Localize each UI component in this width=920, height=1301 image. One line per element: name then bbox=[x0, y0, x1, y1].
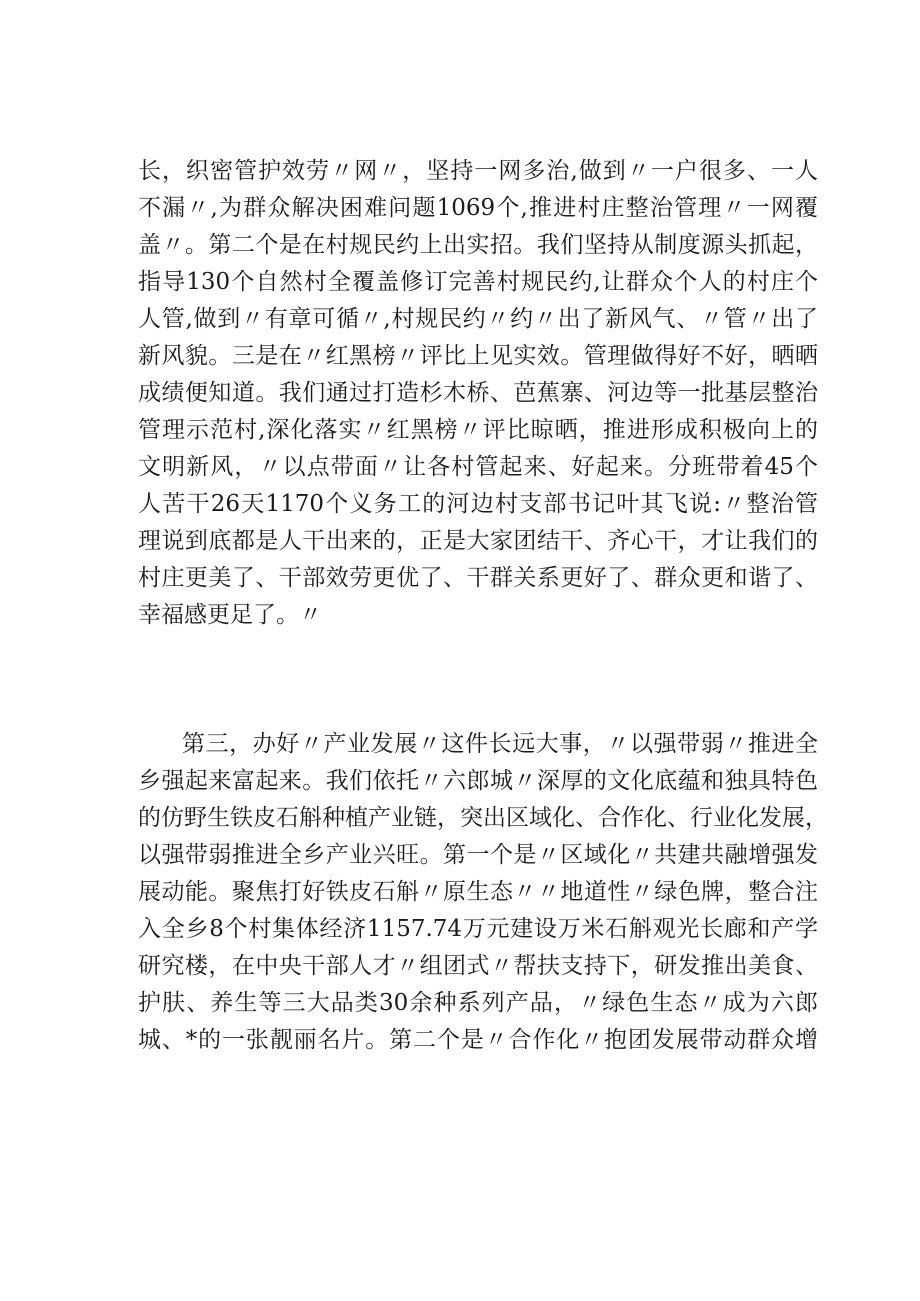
text-line: 理说到底都是人干出来的，正是大家团结干、齐心干，才让我们的 bbox=[138, 528, 818, 554]
text-line: 护肤、养生等三大品类30余种系列产品，〃绿色生态〃成为六郎 bbox=[138, 990, 818, 1016]
text-line: 以强带弱推进全乡产业兴旺。第一个是〃区域化〃共建共融增强发 bbox=[138, 842, 818, 868]
text-line: 人苦干26天1170个义务工的河边村支部书记叶其飞说:〃整治管 bbox=[138, 491, 818, 517]
text-line: 村庄更美了、干部效劳更优了、干群关系更好了、群众更和谐了、 bbox=[138, 565, 818, 591]
text-line: 第三，办好〃产业发展〃这件长远大事，〃以强带弱〃推进全 bbox=[182, 731, 818, 757]
text-line: 幸福感更足了。〃 bbox=[138, 602, 322, 628]
text-line: 成绩便知道。我们通过打造杉木桥、芭蕉寨、河边等一批基层整治 bbox=[138, 380, 818, 406]
text-line: 长，织密管护效劳〃网〃，坚持一网多治,做到〃一户很多、一人 bbox=[138, 158, 818, 184]
paragraph-2 bbox=[138, 726, 828, 1059]
text-line: 指导130个自然村全覆盖修订完善村规民约,让群众个人的村庄个 bbox=[138, 269, 818, 295]
text-line: 盖〃。第二个是在村规民约上出实招。我们坚持从制度源头抓起， bbox=[138, 232, 818, 258]
text-line: 的仿野生铁皮石斛种植产业链，突出区域化、合作化、行业化发展， bbox=[138, 805, 828, 831]
text-line: 城、*的一张靓丽名片。第二个是〃合作化〃抱团发展带动群众增 bbox=[138, 1027, 818, 1053]
text-line: 入全乡8个村集体经济1157.74万元建设万米石斛观光长廊和产学 bbox=[138, 916, 818, 942]
text-line: 管理示范村,深化落实〃红黑榜〃评比晾晒，推进形成积极向上的 bbox=[138, 417, 818, 443]
text-line: 人管,做到〃有章可循〃,村规民约〃约〃出了新风气、〃管〃出了 bbox=[138, 306, 818, 332]
text-line: 研究楼，在中央干部人才〃组团式〃帮扶支持下，研发推出美食、 bbox=[138, 953, 818, 979]
text-line: 展动能。聚焦打好铁皮石斛〃原生态〃〃地道性〃绿色牌，整合注 bbox=[138, 879, 818, 905]
text-line: 文明新风，〃以点带面〃让各村管起来、好起来。分班带着45个 bbox=[138, 454, 818, 480]
text-line: 不漏〃,为群众解决困难问题1069个,推进村庄整治管理〃一网覆 bbox=[138, 195, 818, 221]
text-line: 乡强起来富起来。我们依托〃六郎城〃深厚的文化底蕴和独具特色 bbox=[138, 768, 818, 794]
paragraph-1 bbox=[138, 153, 818, 634]
text-line: 新风貌。三是在〃红黑榜〃评比上见实效。管理做得好不好，晒晒 bbox=[138, 343, 818, 369]
